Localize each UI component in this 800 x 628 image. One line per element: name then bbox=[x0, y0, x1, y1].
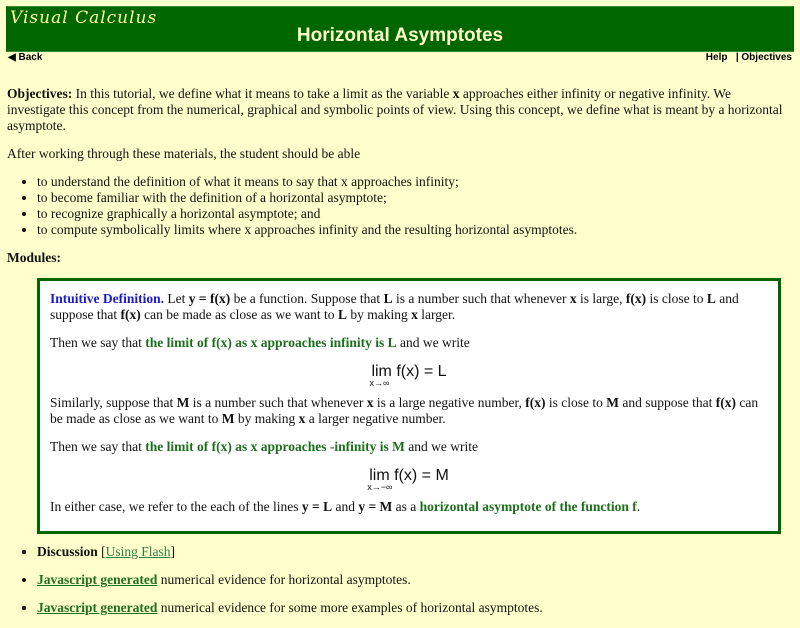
page-title: Horizontal Asymptotes bbox=[296, 25, 504, 46]
text: In either case, we refer to the each of the lines bbox=[50, 499, 302, 514]
text: numerical evidence for some more examples of horizontal asymptotes. bbox=[157, 600, 543, 615]
list-item: • to understand the definition of what it means to say that x approaches infinity; bbox=[37, 174, 792, 190]
text: y = M bbox=[358, 499, 393, 514]
text: x→∞ bbox=[369, 378, 390, 388]
text: by making bbox=[234, 411, 299, 426]
text: and we write bbox=[396, 335, 470, 350]
list-item bbox=[37, 600, 792, 616]
list-item: • to compute symbolically limits where x approaches infinity and the resulting horizontal asymptotes. bbox=[37, 222, 792, 238]
text: the limit of f(x) as x approaches infinity is L bbox=[145, 335, 397, 350]
text: [ bbox=[97, 544, 106, 559]
objectives-paragraph bbox=[7, 86, 792, 134]
text: be a function. Suppose that bbox=[230, 291, 384, 306]
text: is large, bbox=[576, 291, 626, 306]
text: numerical evidence for horizontal asymptotes. bbox=[157, 572, 411, 587]
text: can be made as close as we want to bbox=[140, 307, 338, 322]
text: and suppose that bbox=[619, 395, 716, 410]
text: y = L bbox=[301, 499, 333, 514]
definition-box bbox=[37, 278, 781, 534]
objectives-link[interactable]: Objectives bbox=[741, 52, 792, 63]
text: M bbox=[606, 395, 619, 410]
list-item bbox=[37, 572, 792, 588]
definition-title: Intuitive Definition. bbox=[50, 291, 165, 306]
text: Then we say that bbox=[50, 335, 146, 350]
list-item: • to become familiar with the definition of a horizontal asymptote; bbox=[37, 190, 792, 206]
text: is a number such that whenever bbox=[392, 291, 570, 306]
help-link[interactable]: Help bbox=[705, 52, 728, 63]
javascript-generated-link[interactable]: Javascript generated bbox=[37, 572, 158, 587]
text: f(x) = M bbox=[394, 467, 449, 484]
text: and bbox=[332, 499, 359, 514]
text: lim bbox=[369, 467, 390, 484]
using-flash-link[interactable]: Using Flash bbox=[105, 544, 171, 559]
definition-p1 bbox=[50, 291, 768, 323]
main-content bbox=[7, 86, 792, 628]
text: and suppose that bbox=[50, 291, 739, 322]
text: M bbox=[176, 395, 190, 410]
goals-list bbox=[7, 174, 792, 238]
definition-p3 bbox=[50, 395, 768, 427]
text: x bbox=[569, 291, 577, 306]
text: f(x) = L bbox=[396, 363, 447, 380]
text: Similarly, suppose that bbox=[50, 395, 177, 410]
header-banner bbox=[6, 6, 794, 52]
text: is close to bbox=[646, 291, 707, 306]
modules-label: Modules: bbox=[7, 250, 61, 265]
text: is close to bbox=[545, 395, 607, 410]
text: can be made as close as we want to bbox=[50, 395, 759, 426]
text: Let bbox=[164, 291, 189, 306]
definition-p2 bbox=[50, 335, 768, 351]
text: x bbox=[366, 395, 374, 410]
text: f(x) bbox=[715, 395, 736, 410]
text: ] bbox=[170, 544, 176, 559]
text: L bbox=[383, 291, 393, 306]
objectives-label: Objectives: bbox=[7, 86, 73, 101]
text: horizontal asymptote of the function f bbox=[419, 499, 637, 514]
text: larger. bbox=[417, 307, 456, 322]
text: by making bbox=[346, 307, 412, 322]
text: y = f(x) bbox=[188, 291, 231, 306]
text: M bbox=[221, 411, 235, 426]
definition-p4 bbox=[50, 439, 768, 455]
text: L bbox=[337, 307, 347, 322]
text: x→−∞ bbox=[367, 482, 393, 492]
definition-p5 bbox=[50, 499, 768, 515]
limit-formula-infinity bbox=[50, 363, 768, 388]
text: f(x) bbox=[120, 307, 141, 322]
text: x bbox=[298, 411, 306, 426]
text: is a number such that whenever bbox=[189, 395, 367, 410]
text: and we write bbox=[404, 439, 478, 454]
logo: Visual Calculus bbox=[10, 8, 158, 28]
text: x bbox=[452, 86, 460, 101]
javascript-generated-link-2[interactable]: Javascript generated bbox=[37, 600, 158, 615]
nav-separator: | bbox=[735, 52, 739, 63]
text: f(x) bbox=[525, 395, 546, 410]
text: f(x) bbox=[625, 291, 647, 306]
text: . bbox=[636, 499, 641, 514]
text: lim bbox=[371, 363, 392, 380]
text: approaches either infinity or negative infinity. We investigate this concept from the numerical, graphical and symbolic points of view. Using this concept, we define what is meant by a horizontal asymptote. bbox=[7, 86, 783, 133]
limit-formula-neg-infinity bbox=[50, 467, 768, 492]
text: as a bbox=[392, 499, 420, 514]
back-link[interactable]: ◀ Back bbox=[8, 52, 43, 63]
text: In this tutorial, we define what it means to take a limit as the variable bbox=[72, 86, 453, 101]
modules-list bbox=[7, 544, 792, 616]
text: the limit of f(x) as x approaches -infinity is M bbox=[145, 439, 405, 454]
list-item: • to recognize graphically a horizontal asymptote; and bbox=[37, 206, 792, 222]
text: is a large negative number, bbox=[373, 395, 526, 410]
text: L bbox=[706, 291, 716, 306]
text: a larger negative number. bbox=[305, 411, 446, 426]
list-item bbox=[37, 544, 792, 560]
intro-text: After working through these materials, the student should be able bbox=[7, 146, 361, 161]
text: Then we say that bbox=[50, 439, 146, 454]
text: x bbox=[411, 307, 418, 322]
text: Discussion bbox=[37, 544, 98, 559]
